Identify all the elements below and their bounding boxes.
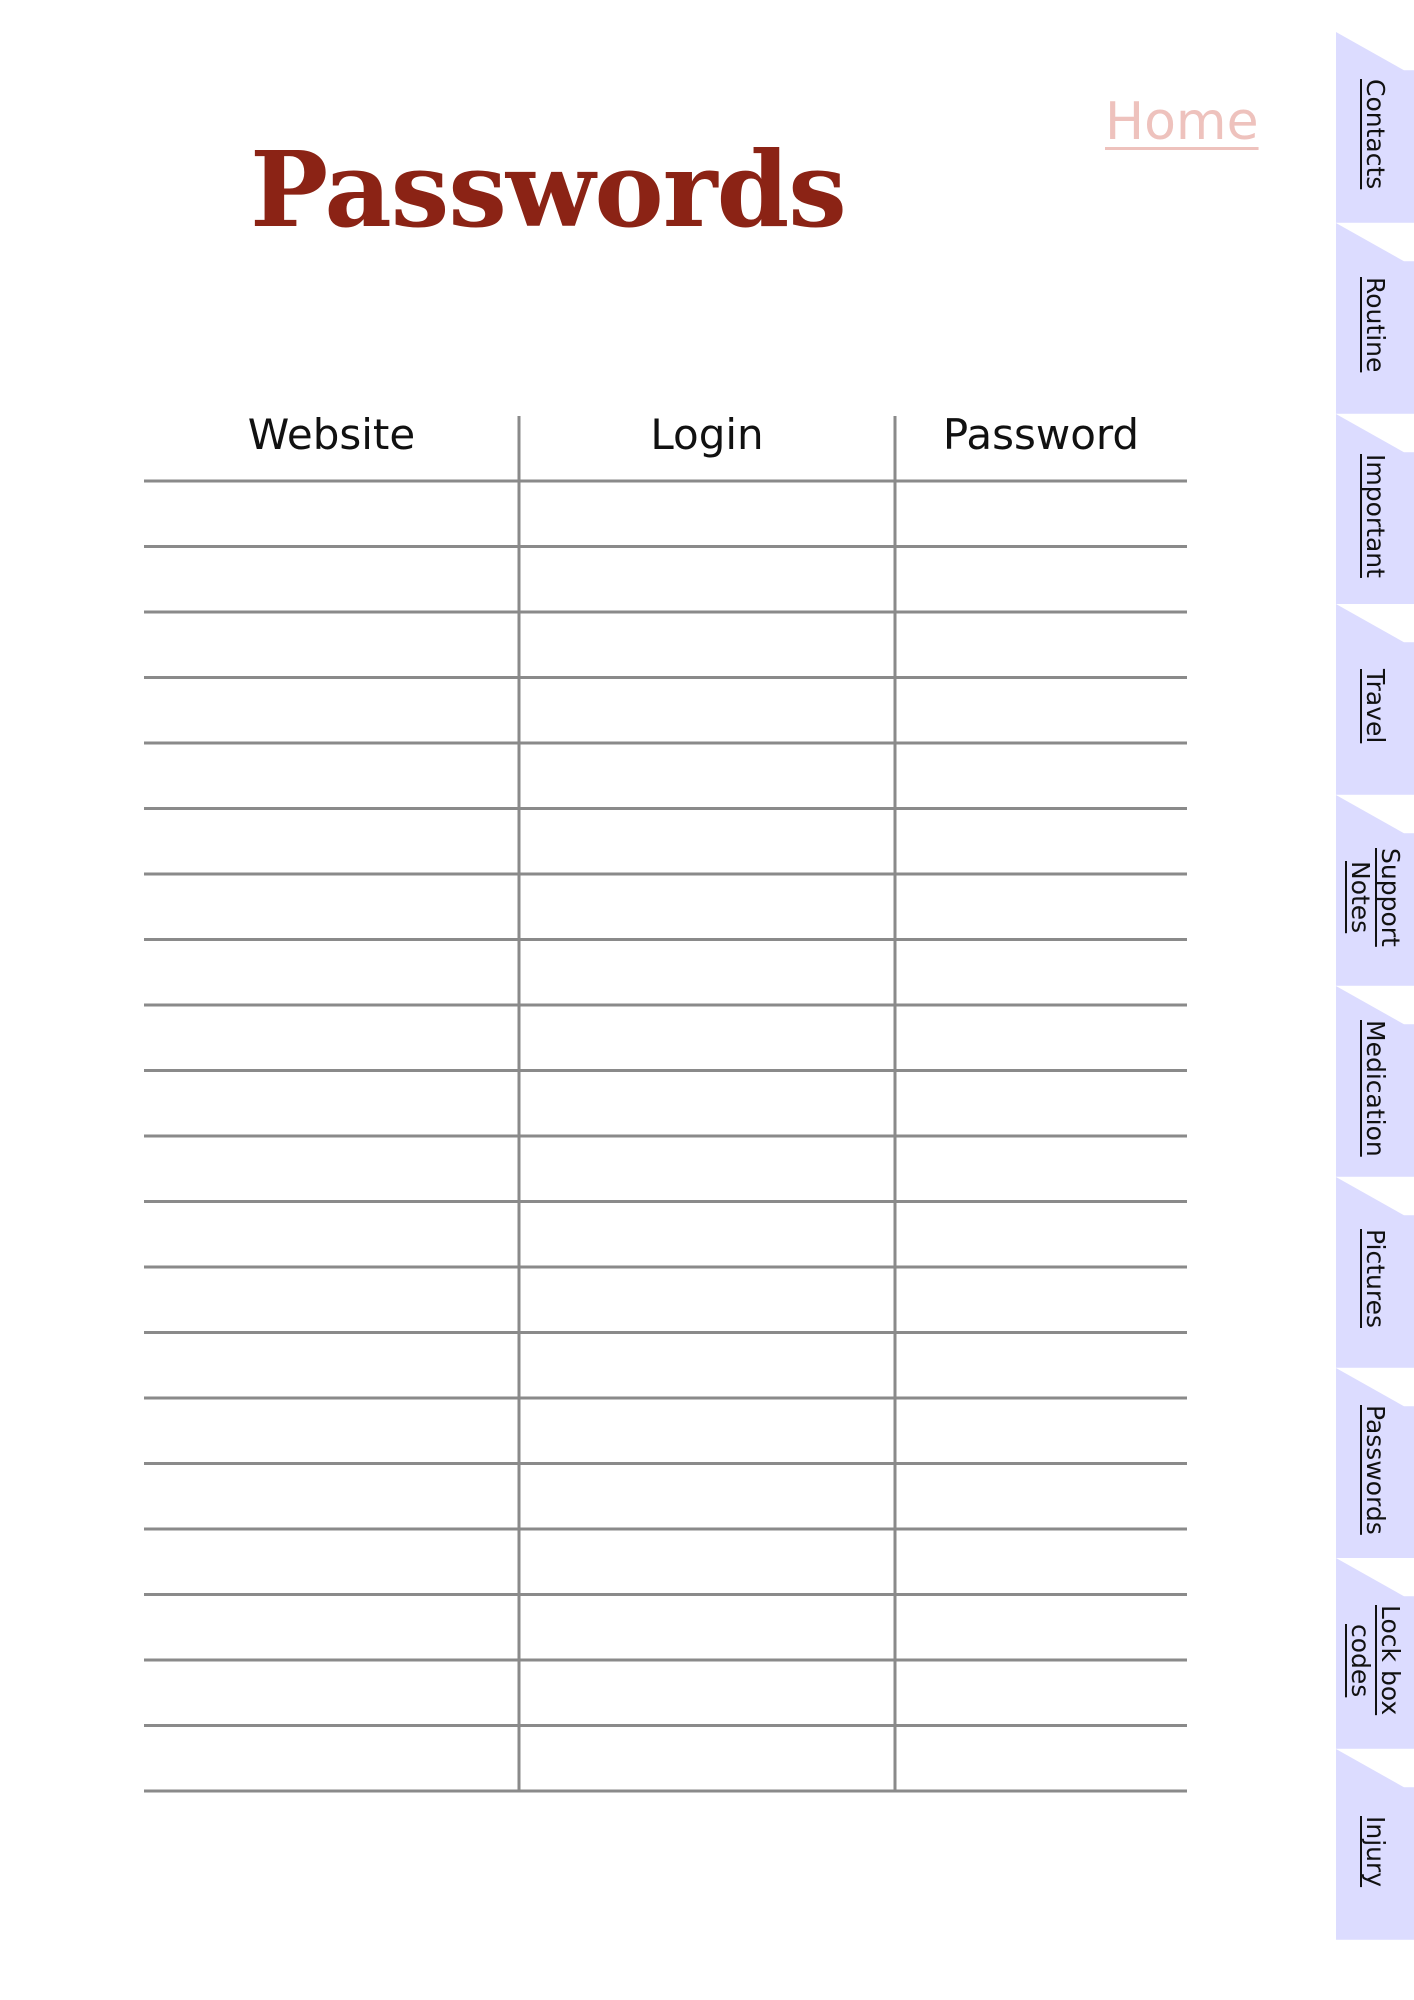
tab-important[interactable]: [1336, 414, 1414, 605]
tab-label: Medication: [1361, 1019, 1390, 1157]
tab-routine[interactable]: [1336, 223, 1414, 414]
section-tabs: [1336, 0, 1414, 2000]
column-header-password: Password: [942, 410, 1140, 459]
home-link[interactable]: Home: [1105, 92, 1259, 152]
tab-shape: [1336, 604, 1414, 795]
tab-passwords[interactable]: [1336, 1368, 1414, 1559]
tab-shape: [1336, 1749, 1414, 1940]
tab-label: Pictures: [1361, 1229, 1390, 1329]
tab-shape: [1336, 223, 1414, 414]
column-header-website: Website: [247, 410, 416, 459]
tab-injury[interactable]: [1336, 1749, 1414, 1940]
tab-label: Travel: [1361, 669, 1390, 744]
tab-label: Injury: [1361, 1815, 1390, 1887]
tab-contacts[interactable]: [1336, 32, 1414, 223]
tab-pictures[interactable]: [1336, 1177, 1414, 1368]
tab-label: Contacts: [1361, 79, 1390, 190]
column-header-login: Login: [650, 410, 764, 459]
tab-label: Support Notes: [1346, 847, 1405, 947]
page-title: Passwords: [250, 128, 846, 251]
tab-shape: [1336, 1177, 1414, 1368]
tab-support-notes[interactable]: [1336, 795, 1414, 986]
tab-medication[interactable]: [1336, 986, 1414, 1177]
tab-shape: [1336, 414, 1414, 605]
tab-lock-box-codes[interactable]: [1336, 1558, 1414, 1749]
tab-shape: [1336, 986, 1414, 1177]
tab-label: Routine: [1361, 277, 1390, 373]
tab-shape: [1336, 1368, 1414, 1559]
tab-label: Passwords: [1361, 1404, 1390, 1535]
tab-label: Important: [1361, 453, 1390, 578]
tab-shape: [1336, 1558, 1414, 1749]
tab-travel[interactable]: [1336, 604, 1414, 795]
tab-shape: [1336, 795, 1414, 986]
tab-label: Lock box codes: [1346, 1605, 1405, 1716]
tab-shape: [1336, 32, 1414, 223]
